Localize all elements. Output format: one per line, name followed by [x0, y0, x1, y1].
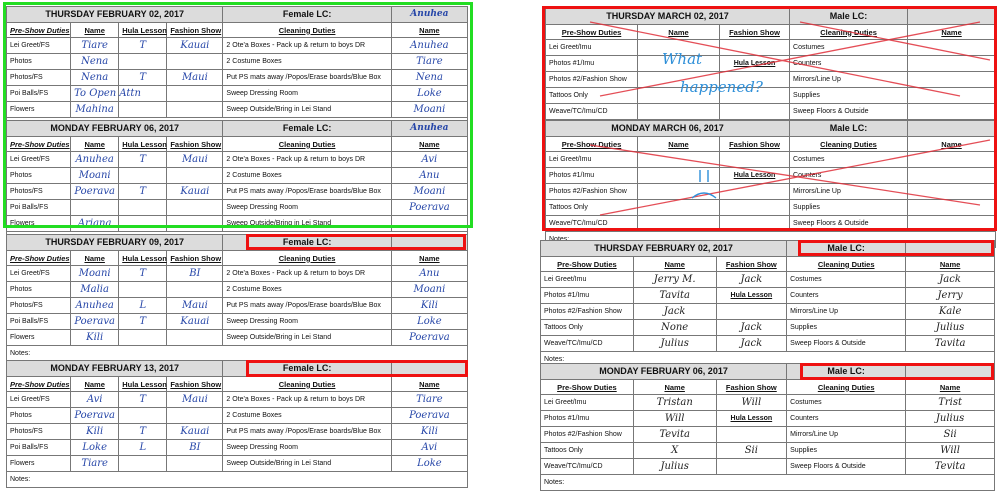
- name-cell: Julius: [633, 459, 716, 475]
- name2-cell: Avi: [391, 440, 467, 456]
- duty-cell: Photos/FS: [7, 424, 71, 440]
- header-name: Name: [638, 137, 720, 152]
- duty-cell: Poi Balls/FS: [7, 440, 71, 456]
- lc-name: Anuhea: [391, 121, 467, 137]
- cleaning-cell: Sweep Dressing Room: [223, 86, 391, 102]
- cleaning-cell: Sweep Dressing Room: [223, 314, 391, 330]
- header-hula: Hula Lesson: [119, 377, 167, 392]
- cleaning-cell: Supplies: [787, 320, 906, 336]
- duty-cell: Lei Greet/FS: [7, 38, 71, 54]
- cleaning-cell: Put PS mats away /Popos/Erase boards/Blue Box: [223, 298, 391, 314]
- duty-cell: Photos #2/Fashion Show: [541, 304, 634, 320]
- cleaning-cell: Put PS mats away /Popos/Erase boards/Blue Box: [223, 424, 391, 440]
- duty-cell: Photos #1/Imu: [546, 168, 638, 184]
- fashion-cell: [167, 408, 223, 424]
- table-row: [541, 320, 995, 336]
- header-pre-show: Pre-Show Duties: [7, 137, 71, 152]
- fashion-cell: BI: [167, 440, 223, 456]
- header-fashion: Fashion Show: [167, 23, 223, 38]
- name-cell: Poerava: [71, 314, 119, 330]
- header-name2: Name: [906, 380, 995, 395]
- name-cell: X: [633, 443, 716, 459]
- table-row: [541, 288, 995, 304]
- red-highlight-male-lc-feb02: [798, 240, 994, 256]
- duty-cell: Weave/TC/Imu/CD: [546, 104, 638, 120]
- hula-cell: [119, 456, 167, 472]
- table-row: [7, 408, 468, 424]
- cleaning-cell: Sweep Dressing Room: [223, 200, 391, 216]
- male-sheet-feb02: [540, 240, 995, 363]
- name-cell: To Open Attn: [71, 86, 119, 102]
- table-row: [7, 456, 468, 472]
- fashion-cell: Kauai: [167, 314, 223, 330]
- table-row: [541, 427, 995, 443]
- header-name2: Name: [908, 137, 996, 152]
- table-row: [7, 330, 468, 346]
- header-pre-show: Pre-Show Duties: [546, 25, 638, 40]
- name-cell: Poerava: [71, 184, 119, 200]
- lc-label: Female LC:: [223, 235, 391, 251]
- duty-cell: Photos/FS: [7, 298, 71, 314]
- name-cell: Anuhea: [71, 152, 119, 168]
- notes-label: Notes:: [541, 475, 995, 491]
- header-hula: Hula Lesson: [119, 137, 167, 152]
- name2-cell: Sii: [906, 427, 995, 443]
- name2-cell: Tevita: [906, 459, 995, 475]
- header-fashion: Fashion Show: [167, 251, 223, 266]
- name-cell: Tiare: [71, 456, 119, 472]
- duty-cell: Lei Greet/Imu: [541, 272, 634, 288]
- notes-label: Notes:: [541, 352, 995, 368]
- lc-label: Female LC:: [223, 121, 391, 137]
- header-name: Name: [638, 25, 720, 40]
- lc-label: Female LC:: [223, 7, 391, 23]
- name-cell: Poerava: [71, 408, 119, 424]
- header-fashion: Fashion Show: [167, 137, 223, 152]
- header-hula: Hula Lesson: [119, 251, 167, 266]
- table-row: [7, 298, 468, 314]
- name2-cell: Anu: [391, 168, 467, 184]
- header-row: [7, 377, 468, 392]
- lc-label: Male LC:: [790, 121, 908, 137]
- name-cell: Avi: [71, 392, 119, 408]
- fashion-cell: [167, 330, 223, 346]
- fashion-cell: [167, 282, 223, 298]
- header-cleaning: Cleaning Duties: [223, 137, 391, 152]
- fashion-cell: Kauai: [167, 184, 223, 200]
- duty-table: [540, 240, 995, 368]
- header-cleaning: Cleaning Duties: [223, 23, 391, 38]
- duty-cell: Lei Greet/Imu: [546, 152, 638, 168]
- name-cell: Will: [633, 411, 716, 427]
- lc-label: Male LC:: [787, 241, 906, 257]
- name-cell: Kili: [71, 330, 119, 346]
- table-row: [541, 411, 995, 427]
- hula-cell: T: [119, 266, 167, 282]
- fashion-cell: [716, 304, 787, 320]
- duty-cell: Lei Greet/Imu: [541, 395, 634, 411]
- cleaning-cell: Sweep Outside/Bring in Lei Stand: [223, 456, 391, 472]
- sheet-date: MONDAY MARCH 06, 2017: [546, 121, 790, 137]
- header-cleaning: Cleaning Duties: [223, 251, 391, 266]
- duty-cell: Flowers: [7, 216, 71, 232]
- hula-cell: [119, 282, 167, 298]
- hula-cell: T: [119, 38, 167, 54]
- duty-table: [6, 234, 468, 362]
- fashion-cell: Maui: [167, 152, 223, 168]
- header-pre-show: Pre-Show Duties: [7, 251, 71, 266]
- header-name2: Name: [391, 137, 467, 152]
- cleaning-cell: Sweep Outside/Bring in Lei Stand: [223, 330, 391, 346]
- duty-cell: Photos #2/Fashion Show: [546, 72, 638, 88]
- lc-name: Anuhea: [391, 7, 467, 23]
- notes-row: [7, 472, 468, 488]
- duty-cell: Photos: [7, 54, 71, 70]
- name-cell: Nena: [71, 70, 119, 86]
- duty-cell: Flowers: [7, 102, 71, 118]
- name2-cell: Loke: [391, 456, 467, 472]
- duty-cell: Photos #1/Imu: [541, 288, 634, 304]
- header-cleaning: Cleaning Duties: [223, 377, 391, 392]
- name-cell: Tiare: [71, 38, 119, 54]
- annotation-what: What: [662, 50, 703, 68]
- duty-cell: Lei Greet/FS: [7, 266, 71, 282]
- hula-lesson-cell: Hula Lesson: [716, 288, 787, 304]
- header-fashion: Fashion Show: [716, 380, 787, 395]
- name2-cell: Loke: [391, 86, 467, 102]
- duty-cell: Photos: [7, 168, 71, 184]
- fashion-cell: [716, 427, 787, 443]
- header-name2: Name: [391, 23, 467, 38]
- duty-cell: Photos #2/Fashion Show: [541, 427, 634, 443]
- lc-label: Male LC:: [790, 9, 908, 25]
- name-cell: Tevita: [633, 427, 716, 443]
- header-cleaning: Cleaning Duties: [787, 380, 906, 395]
- header-row: [7, 251, 468, 266]
- header-row: [541, 257, 995, 272]
- header-pre-show: Pre-Show Duties: [546, 137, 638, 152]
- hula-cell: T: [119, 314, 167, 330]
- fashion-cell: Maui: [167, 392, 223, 408]
- name-cell: Jack: [633, 304, 716, 320]
- cleaning-cell: 2 Ote'a Boxes - Pack up & return to boys DR: [223, 392, 391, 408]
- name2-cell: Julius: [906, 411, 995, 427]
- hula-cell: T: [119, 424, 167, 440]
- cleaning-cell: 2 Costume Boxes: [223, 408, 391, 424]
- duty-cell: Photos/FS: [7, 184, 71, 200]
- cleaning-cell: 2 Ote'a Boxes - Pack up & return to boys DR: [223, 152, 391, 168]
- cleaning-cell: Supplies: [787, 443, 906, 459]
- header-cleaning: Cleaning Duties: [790, 25, 908, 40]
- table-row: [541, 459, 995, 475]
- duty-cell: Lei Greet/FS: [7, 152, 71, 168]
- table-row: [7, 440, 468, 456]
- name-cell: Malia: [71, 282, 119, 298]
- red-highlight-male-lc-feb06: [800, 363, 994, 380]
- name2-cell: Anu: [391, 266, 467, 282]
- duty-table: [6, 360, 468, 488]
- header-pre-show: Pre-Show Duties: [7, 23, 71, 38]
- header-fashion: Fashion Show: [720, 25, 790, 40]
- header-fashion: Fashion Show: [716, 257, 787, 272]
- name2-cell: Julius: [906, 320, 995, 336]
- green-highlight-box: [3, 2, 473, 228]
- duty-cell: Photos/FS: [7, 70, 71, 86]
- name-cell: Moani: [71, 266, 119, 282]
- red-highlight-female-lc-feb09: [246, 234, 466, 250]
- cleaning-cell: Costumes: [787, 395, 906, 411]
- cleaning-cell: Put PS mats away /Popos/Erase boards/Blue Box: [223, 184, 391, 200]
- cleaning-cell: 2 Ote'a Boxes - Pack up & return to boys DR: [223, 38, 391, 54]
- fashion-cell: Will: [716, 395, 787, 411]
- name2-cell: Tiare: [391, 392, 467, 408]
- table-row: [541, 304, 995, 320]
- duty-cell: Tattoos Only: [541, 320, 634, 336]
- hula-cell: [119, 330, 167, 346]
- name-cell: Mahina: [71, 102, 119, 118]
- sheet-date: THURSDAY MARCH 02, 2017: [546, 9, 790, 25]
- duty-cell: Poi Balls/FS: [7, 314, 71, 330]
- hula-cell: T: [119, 70, 167, 86]
- cleaning-cell: Costumes: [787, 272, 906, 288]
- table-row: [7, 282, 468, 298]
- cleaning-cell: Sweep Floors & Outside: [790, 216, 908, 232]
- name-cell: Tristan: [633, 395, 716, 411]
- header-hula: Hula Lesson: [119, 23, 167, 38]
- header-pre-show: Pre-Show Duties: [541, 257, 634, 272]
- cleaning-cell: 2 Costume Boxes: [223, 282, 391, 298]
- duty-cell: Lei Greet/Imu: [546, 40, 638, 56]
- duty-cell: Photos #1/Imu: [546, 56, 638, 72]
- name2-cell: Poerava: [391, 408, 467, 424]
- header-name: Name: [71, 137, 119, 152]
- header-fashion: Fashion Show: [167, 377, 223, 392]
- cleaning-cell: Counters: [787, 288, 906, 304]
- cleaning-cell: Sweep Dressing Room: [223, 440, 391, 456]
- annotation-happened: happened?: [680, 78, 763, 96]
- table-row: [7, 314, 468, 330]
- duty-cell: Tattoos Only: [546, 200, 638, 216]
- table-row: [7, 424, 468, 440]
- cleaning-cell: 2 Costume Boxes: [223, 168, 391, 184]
- name-cell: Tavita: [633, 288, 716, 304]
- duty-cell: Photos: [7, 282, 71, 298]
- duty-cell: Poi Balls/FS: [7, 86, 71, 102]
- cleaning-cell: Mirrors/Line Up: [787, 304, 906, 320]
- fashion-cell: Jack: [716, 320, 787, 336]
- header-name: Name: [633, 257, 716, 272]
- cleaning-cell: Costumes: [790, 40, 908, 56]
- name-cell: Jerry M.: [633, 272, 716, 288]
- duty-cell: Tattoos Only: [541, 443, 634, 459]
- lc-label: Female LC:: [223, 361, 391, 377]
- fashion-cell: Sii: [716, 443, 787, 459]
- name2-cell: Poerava: [391, 200, 467, 216]
- sheet-date: THURSDAY FEBRUARY 02, 2017: [541, 241, 787, 257]
- sheet-date: THURSDAY FEBRUARY 09, 2017: [7, 235, 223, 251]
- name-cell: Julius: [633, 336, 716, 352]
- fashion-cell: Kauai: [167, 38, 223, 54]
- name-cell: None: [633, 320, 716, 336]
- table-row: [541, 443, 995, 459]
- name-cell: Anuhea: [71, 298, 119, 314]
- hula-cell: T: [119, 184, 167, 200]
- name2-cell: Will: [906, 443, 995, 459]
- duty-cell: Flowers: [7, 456, 71, 472]
- fashion-cell: Maui: [167, 298, 223, 314]
- name2-cell: Kili: [391, 424, 467, 440]
- table-row: [541, 272, 995, 288]
- fashion-cell: BI: [167, 266, 223, 282]
- name-cell: Nena: [71, 54, 119, 70]
- name2-cell: Jerry: [906, 288, 995, 304]
- duty-cell: Weave/TC/Imu/CD: [546, 216, 638, 232]
- fashion-cell: [716, 459, 787, 475]
- sheet-date: MONDAY FEBRUARY 13, 2017: [7, 361, 223, 377]
- duty-cell: Lei Greet/FS: [7, 392, 71, 408]
- header-cleaning: Cleaning Duties: [787, 257, 906, 272]
- duty-table: [540, 363, 995, 491]
- name-cell: Loke: [71, 440, 119, 456]
- duty-cell: Flowers: [7, 330, 71, 346]
- header-name: Name: [71, 377, 119, 392]
- header-name2: Name: [391, 377, 467, 392]
- fashion-cell: Kauai: [167, 424, 223, 440]
- cleaning-cell: Mirrors/Line Up: [787, 427, 906, 443]
- name2-cell: Moani: [391, 184, 467, 200]
- lc-label: Male LC:: [787, 364, 906, 380]
- duty-cell: Photos: [7, 408, 71, 424]
- hula-lesson-cell: Hula Lesson: [720, 168, 790, 184]
- hula-lesson-cell: Hula Lesson: [720, 56, 790, 72]
- notes-row: [541, 475, 995, 491]
- cleaning-cell: Costumes: [790, 152, 908, 168]
- name2-cell: Moani: [391, 282, 467, 298]
- header-pre-show: Pre-Show Duties: [541, 380, 634, 395]
- header-name2: Name: [906, 257, 995, 272]
- cleaning-cell: Supplies: [790, 200, 908, 216]
- hula-cell: L: [119, 298, 167, 314]
- name-cell: Moani: [71, 168, 119, 184]
- cleaning-cell: 2 Ote'a Boxes - Pack up & return to boys DR: [223, 266, 391, 282]
- name2-cell: Loke: [391, 314, 467, 330]
- name2-cell: Tavita: [906, 336, 995, 352]
- name2-cell: Kili: [391, 298, 467, 314]
- name2-cell: Poerava: [391, 330, 467, 346]
- duty-cell: Photos #2/Fashion Show: [546, 184, 638, 200]
- table-row: [541, 336, 995, 352]
- name2-cell: Moani: [391, 102, 467, 118]
- header-fashion: Fashion Show: [720, 137, 790, 152]
- red-highlight-box-march: [542, 6, 997, 231]
- table-row: [7, 266, 468, 282]
- hula-lesson-cell: Hula Lesson: [716, 411, 787, 427]
- duty-cell: Weave/TC/Imu/CD: [541, 336, 634, 352]
- sheet-date: THURSDAY FEBRUARY 02, 2017: [7, 7, 223, 23]
- header-name: Name: [633, 380, 716, 395]
- table-row: [541, 395, 995, 411]
- fashion-cell: Jack: [716, 272, 787, 288]
- cleaning-cell: Counters: [787, 411, 906, 427]
- cleaning-cell: Mirrors/Line Up: [790, 72, 908, 88]
- hula-cell: L: [119, 440, 167, 456]
- cleaning-cell: Sweep Outside/Bring in Lei Stand: [223, 216, 391, 232]
- cleaning-cell: Mirrors/Line Up: [790, 184, 908, 200]
- header-row: [541, 380, 995, 395]
- name2-cell: Kale: [906, 304, 995, 320]
- header-name2: Name: [391, 251, 467, 266]
- name2-cell: Jack: [906, 272, 995, 288]
- name2-cell: Avi: [391, 152, 467, 168]
- duty-cell: Poi Balls/FS: [7, 200, 71, 216]
- sheet-date: MONDAY FEBRUARY 06, 2017: [541, 364, 787, 380]
- notes-label: Notes:: [7, 472, 468, 488]
- fashion-cell: Maui: [167, 70, 223, 86]
- cleaning-cell: Sweep Floors & Outside: [790, 104, 908, 120]
- header-pre-show: Pre-Show Duties: [7, 377, 71, 392]
- cleaning-cell: Counters: [790, 56, 908, 72]
- cleaning-cell: Counters: [790, 168, 908, 184]
- cleaning-cell: 2 Costume Boxes: [223, 54, 391, 70]
- fashion-cell: Jack: [716, 336, 787, 352]
- cleaning-cell: Sweep Outside/Bring in Lei Stand: [223, 102, 391, 118]
- duty-cell: Tattoos Only: [546, 88, 638, 104]
- cleaning-cell: Put PS mats away /Popos/Erase boards/Blue Box: [223, 70, 391, 86]
- fashion-cell: [167, 456, 223, 472]
- duty-cell: Weave/TC/Imu/CD: [541, 459, 634, 475]
- hula-cell: T: [119, 392, 167, 408]
- cleaning-cell: Supplies: [790, 88, 908, 104]
- header-name2: Name: [908, 25, 996, 40]
- name2-cell: Tiare: [391, 54, 467, 70]
- name2-cell: Trist: [906, 395, 995, 411]
- hula-cell: T: [119, 152, 167, 168]
- name-cell: Kili: [71, 424, 119, 440]
- header-name: Name: [71, 23, 119, 38]
- sheet-date: MONDAY FEBRUARY 06, 2017: [7, 121, 223, 137]
- duty-cell: Photos #1/Imu: [541, 411, 634, 427]
- table-row: [7, 392, 468, 408]
- header-cleaning: Cleaning Duties: [790, 137, 908, 152]
- header-name: Name: [71, 251, 119, 266]
- notes-label: Notes:: [7, 346, 468, 362]
- red-highlight-female-lc-feb13: [246, 360, 468, 377]
- hula-cell: [119, 408, 167, 424]
- cleaning-cell: Sweep Floors & Outside: [787, 459, 906, 475]
- name2-cell: Anuhea: [391, 38, 467, 54]
- name-cell: Ariana: [71, 216, 119, 232]
- name2-cell: Nena: [391, 70, 467, 86]
- cleaning-cell: Sweep Floors & Outside: [787, 336, 906, 352]
